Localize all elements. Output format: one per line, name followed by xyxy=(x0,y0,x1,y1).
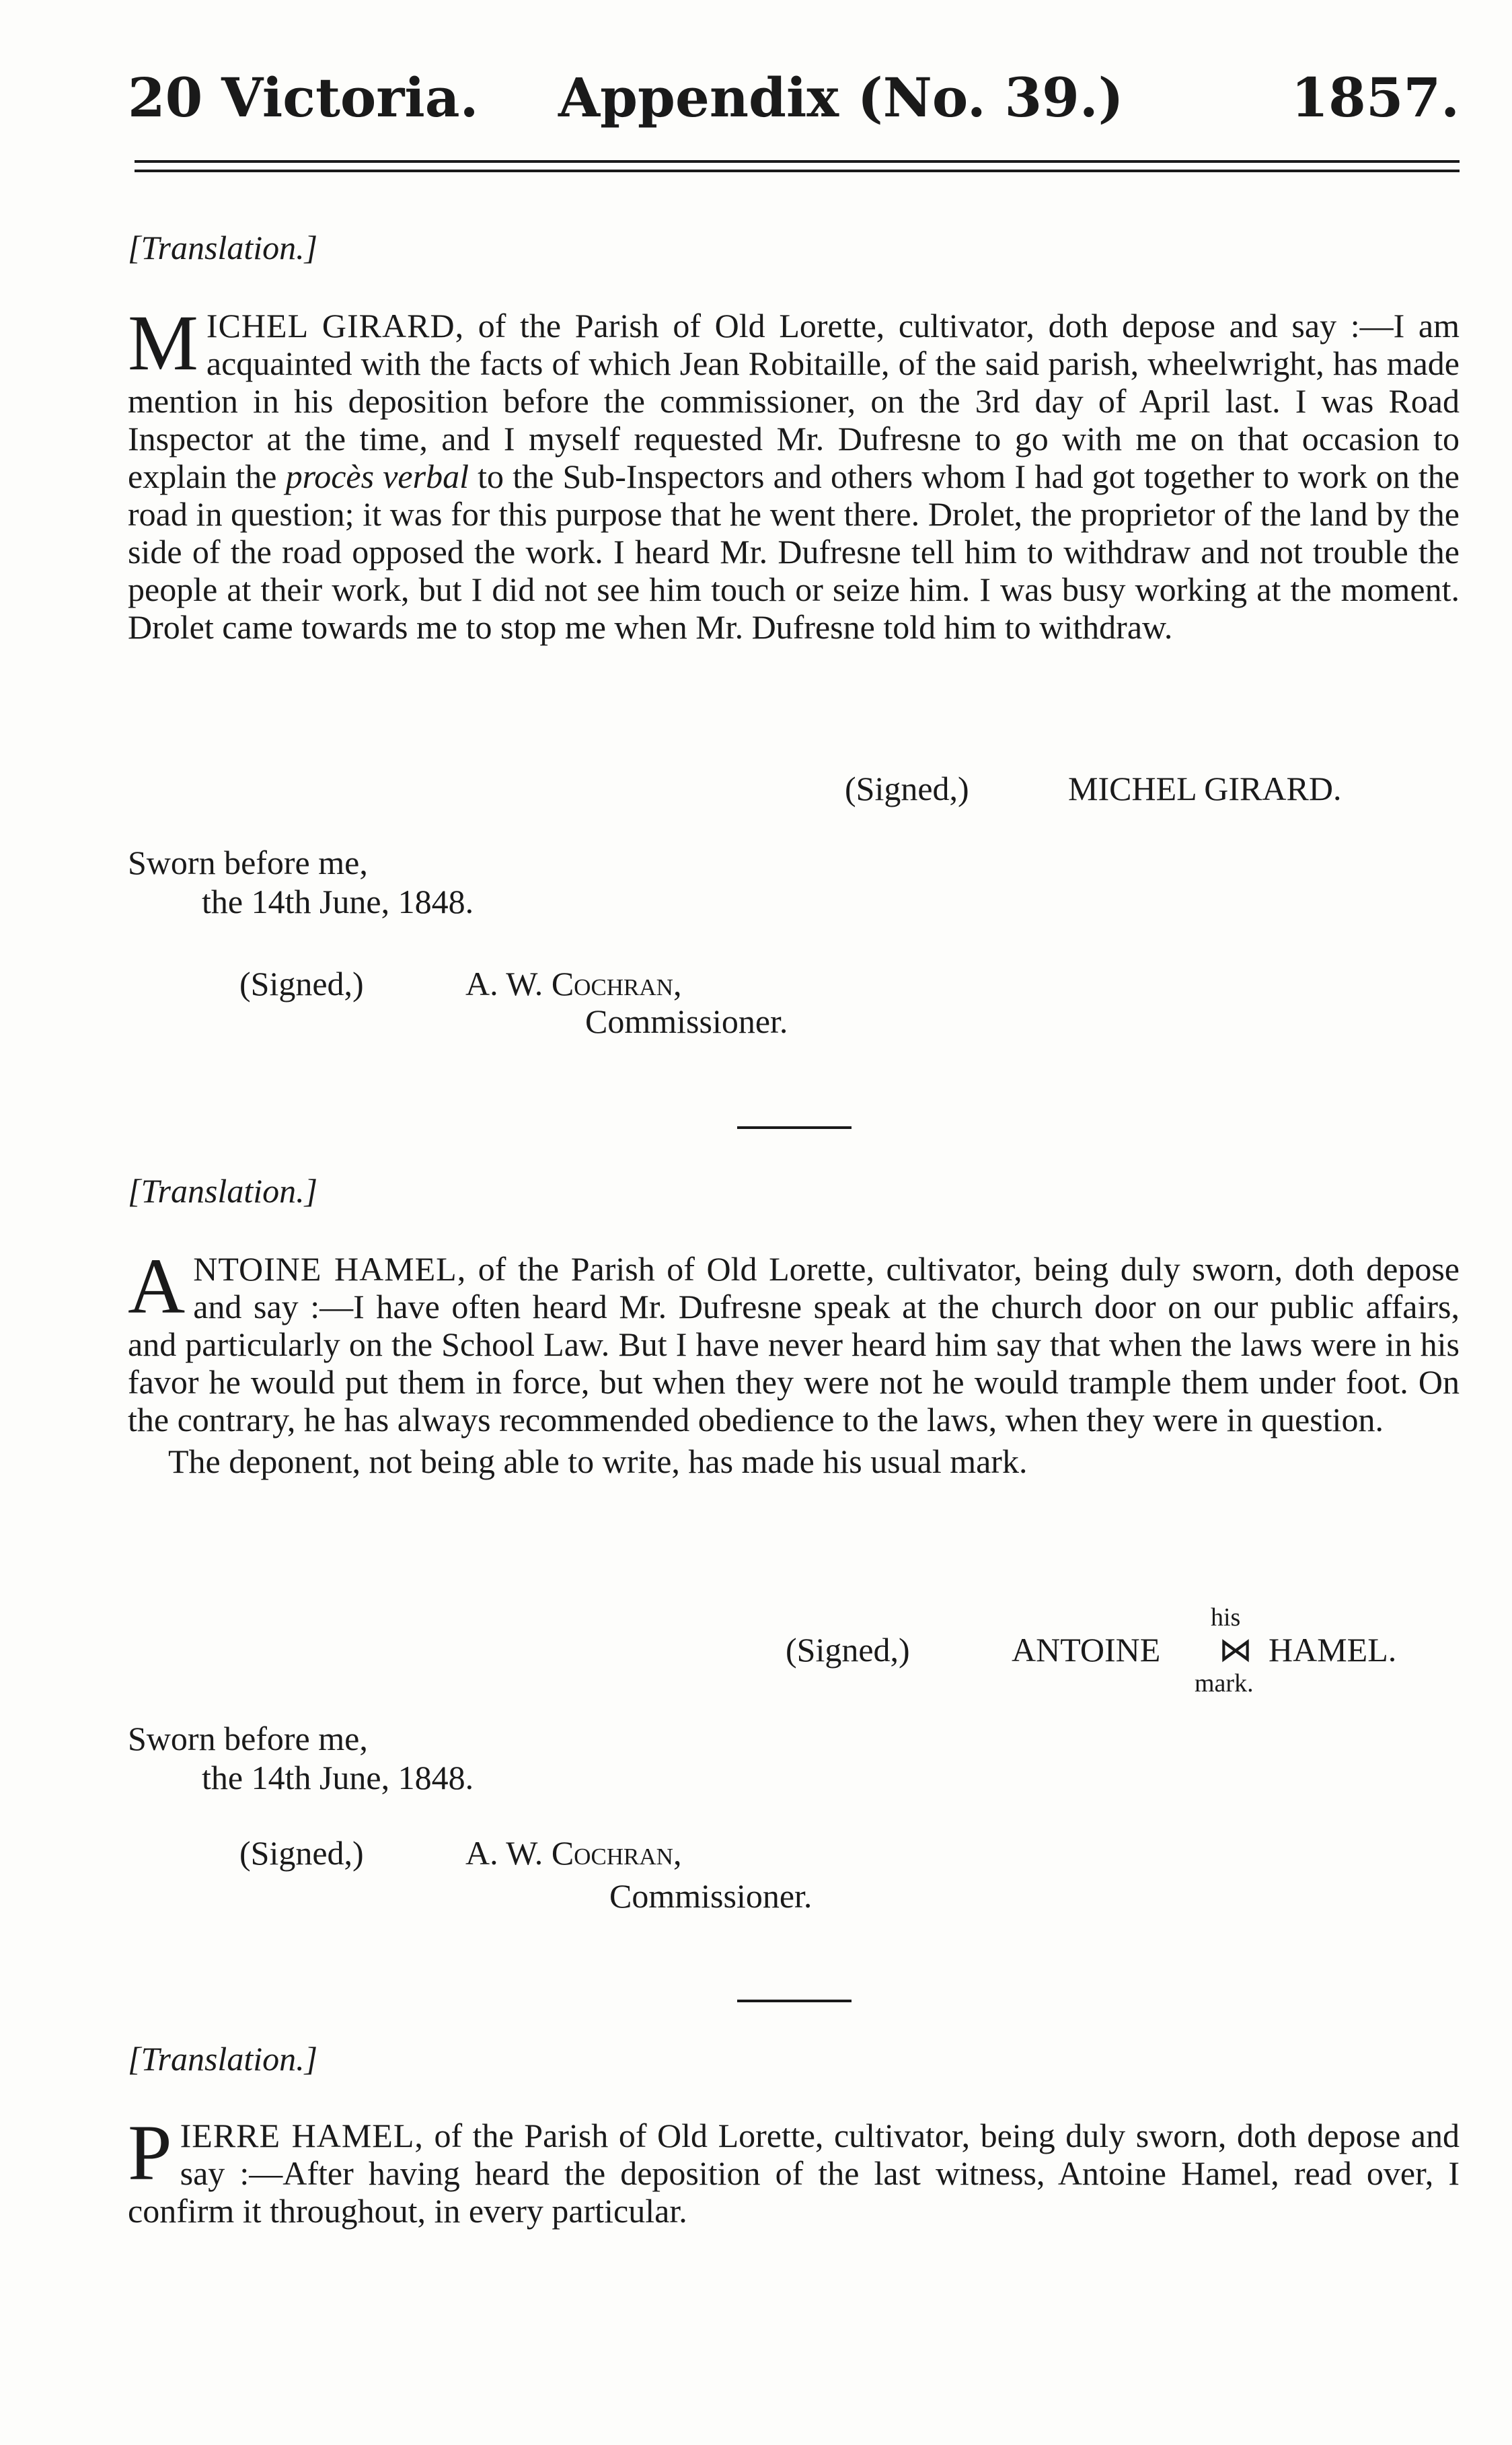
commissioner-name: A. W. Cochran, xyxy=(465,1834,682,1872)
section-divider xyxy=(737,2000,852,2002)
signatory-name: MICHEL GIRARD. xyxy=(1068,770,1342,807)
signed-label: (Signed,) xyxy=(845,770,969,807)
translation-label: [Translation.] xyxy=(128,2040,318,2078)
deposition-italic-term: procès verbal xyxy=(285,458,469,495)
commissioner-title: Commissioner. xyxy=(585,1002,788,1040)
deponent-name: ICHEL GIRARD, xyxy=(206,307,465,344)
deposition-pierre-hamel xyxy=(128,2109,1460,2230)
deposition-text: of the Parish of Old Lorette, cultivator, being duly sworn, doth depose and say :—After having heard the deposition of the last witness, Antoine Hamel, read over, I confirm it throughout, in every particular. xyxy=(128,2117,1460,2230)
sworn-date: the 14th June, 1848. xyxy=(202,1759,474,1796)
signed-label: (Signed,) xyxy=(786,1631,910,1669)
deposition-text-a: of the Parish of Old Lorette, cultivator, doth depose and say :—I am acquainted with the facts of which Jean Robitaille, of the said parish, wheelwright, has made mention in his deposition before the commissioner, on the 3rd day of April last. I was Road Inspector at the time, and I myself requested Mr. Dufresne to go with me on that occasion to explain the xyxy=(128,307,1460,495)
commissioner-name: A. W. Cochran, xyxy=(465,965,682,1002)
deponent-name: NTOINE HAMEL, xyxy=(193,1250,467,1288)
mark-word: mark. xyxy=(1195,1669,1254,1698)
page-header xyxy=(128,61,1460,135)
sworn-date: the 14th June, 1848. xyxy=(202,883,474,920)
mark-his: his xyxy=(1211,1603,1241,1632)
drop-cap: A xyxy=(128,1242,186,1330)
header-rule-bottom xyxy=(135,170,1460,172)
drop-cap: P xyxy=(128,2109,172,2197)
section-divider xyxy=(737,1126,852,1129)
translation-label: [Translation.] xyxy=(128,1172,318,1210)
commissioner-signed-label: (Signed,) xyxy=(239,1834,364,1872)
sworn-before: Sworn before me, xyxy=(128,1720,368,1757)
sworn-before: Sworn before me, xyxy=(128,844,368,881)
commissioner-signed-label: (Signed,) xyxy=(239,965,364,1002)
mark-cross-icon: ⋈ xyxy=(1219,1631,1252,1669)
drop-cap: M xyxy=(128,299,198,387)
header-appendix: Appendix (No. 39.) xyxy=(558,66,1124,129)
mark-note: The deponent, not being able to write, has made his usual mark. xyxy=(168,1443,1028,1480)
deposition-text: of the Parish of Old Lorette, cultivator, being duly sworn, doth depose and say :—I have often heard Mr. Dufresne speak at the church door on our public affairs, and particularly on the School Law. But I have never heard him say that when the laws were in his favor he would put them in force, but when they were not he would trample them under foot. On the contrary, he has always recommended obedience to the laws, when they were in question. xyxy=(128,1250,1460,1438)
deposition-antoine-hamel xyxy=(128,1242,1460,1480)
signatory-last-name: HAMEL. xyxy=(1269,1631,1397,1669)
deposition-text-b: to the Sub-Inspectors and others whom I had got together to work on the road in question; it was for this purpose that he went there. Drolet, the proprietor of the land by the side of the road opposed the work. I heard Mr. Dufresne tell him to withdraw and not trouble the people at their work, but I did not see him touch or seize him. I was busy working at the moment. Drolet came towards me to stop me when Mr. Dufresne told him to withdraw. xyxy=(128,458,1460,646)
translation-label: [Translation.] xyxy=(128,229,318,266)
header-session: 20 Victoria. xyxy=(128,66,479,129)
deposition-michel-girard xyxy=(128,299,1460,646)
deponent-name: IERRE HAMEL, xyxy=(180,2117,424,2154)
header-year: 1857. xyxy=(1291,66,1460,129)
commissioner-title: Commissioner. xyxy=(609,1877,812,1915)
signatory-first-name: ANTOINE xyxy=(1012,1631,1161,1669)
header-rule-top xyxy=(135,160,1460,163)
